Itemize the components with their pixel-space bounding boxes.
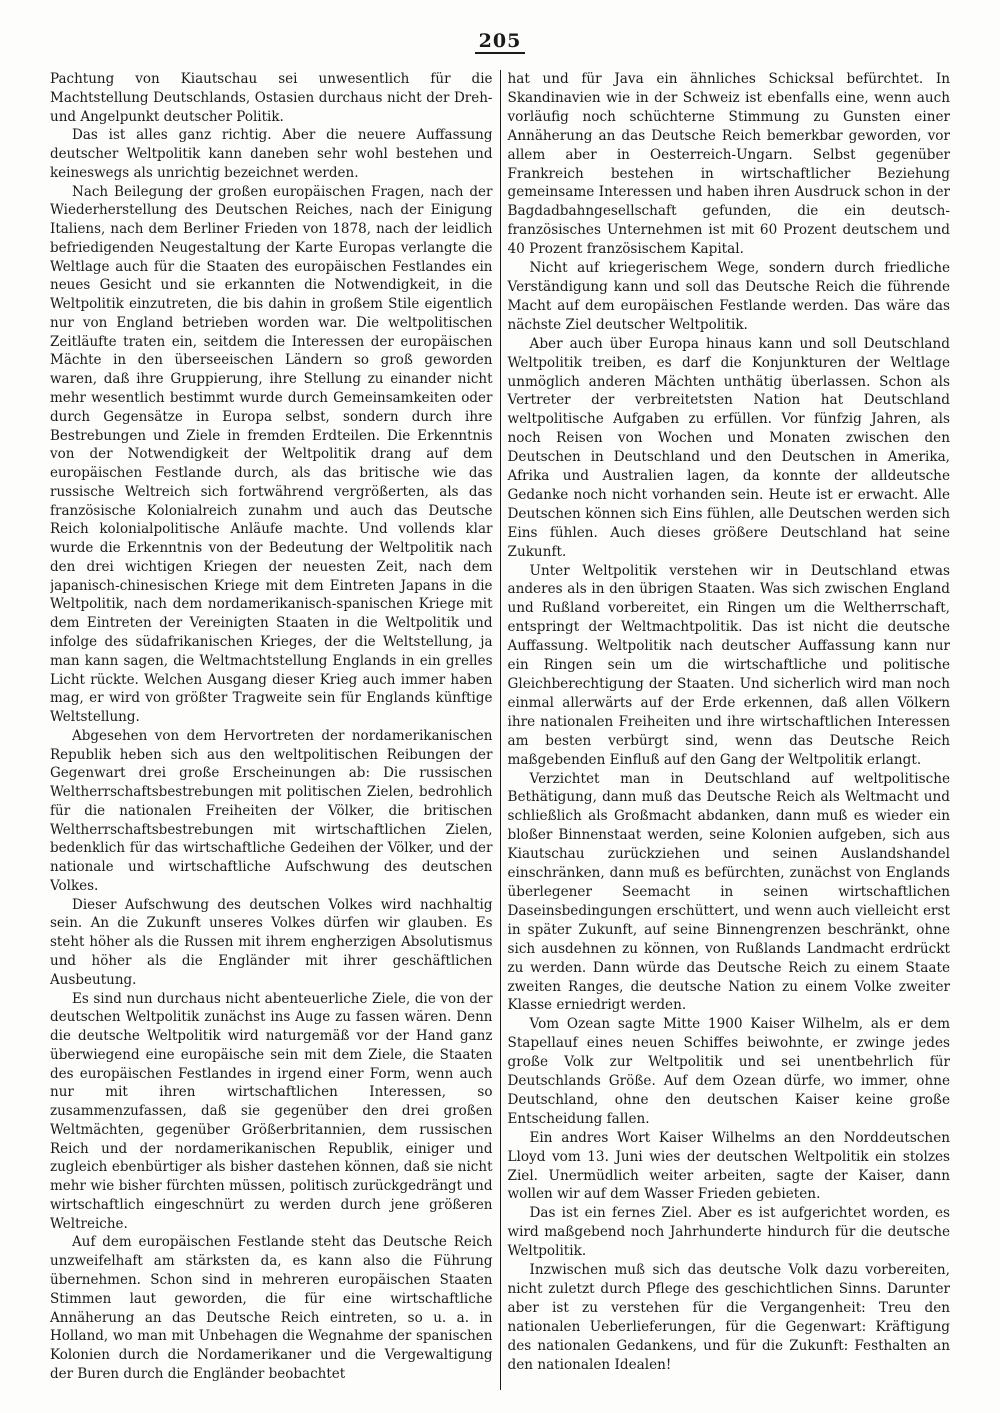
text-columns — [50, 70, 950, 1390]
paragraph: Das ist ein fernes Ziel. Aber es ist aufgerichtet worden, es wird maßgebend noch Jahrhunderte hindurch für die deutsche Weltpolitik. — [507, 1205, 950, 1260]
paragraph: Inzwischen muß sich das deutsche Volk dazu vorbereiten, nicht zuletzt durch Pflege des geschichtlichen Sinns. Darunter aber ist zu verstehen für die Vergangenheit: Treu den nationalen Ueberlieferungen, für die Gegenwart: Kräftigung des nationalen Gedankens, und für die Zukunft: Festhalten an den nationalen Idealen! — [507, 1262, 950, 1373]
paragraph: Aber auch über Europa hinaus kann und soll Deutschland Weltpolitik treiben, es darf die Konjunkturen der Weltlage unmöglich anderen Mächten unthätig überlassen. Schon als Vertreter der verbreitetsten Nation hat Deutschland weltpolitische Aufgaben zu erfüllen. Vor fünfzig Jahren, als noch Reisen von Wochen und Monaten zwischen den Deutschen in Deutschland und den Deutschen in Amerika, Afrika und Australien lagen, da konnte der alldeutsche Gedanke noch nicht vorhanden sein. Heute ist er erwacht. Alle Deutschen können sich Eins fühlen, alle Deutschen werden sich Eins fühlen. Auch dieses größere Deutschland hat seine Zukunft. — [507, 335, 950, 560]
paragraph: Abgesehen von dem Hervortreten der nordamerikanischen Republik heben sich aus den weltpolitischen Reibungen der Gegenwart drei große Erscheinungen ab: Die russischen Weltherrschaftsbestrebungen mit politischen Zielen, bedrohlich für die nationalen Freiheiten der Völker, die britischen Weltherrschaftsbestrebungen mit wirtschaftlichen Zielen, bedenklich für das wirtschaftliche Gedeihen der Völker, und der nationale und wirtschaftliche Aufschwung des deutschen Volkes. — [50, 727, 493, 894]
paragraph: Nach Beilegung der großen europäischen Fragen, nach der Wiederherstellung des Deutschen Reiches, nach der Einigung Italiens, nach dem Berliner Frieden von 1878, nach der leidlich befriedigenden Neugestaltung der Karte Europas verlangte die Weltlage auch für die Staaten des europäischen Festlandes ein neues Gesicht und sie erkannten die Notwendigkeit, in die Weltpolitik einzutreten, die bis dahin in großem Stile eigentlich nur von England betrieben worden war. Die weltpolitischen Zeitläufte traten ein, seitdem die Interessen der europäischen Mächte in den überseeischen Ländern so groß geworden waren, daß ihre Gruppierung, ihre Stellung zu einander nicht mehr wesentlich bestimmt wurde durch Gemeinsamkeiten oder durch Gegensätze in Europa selbst, sondern durch ihre Bestrebungen und Ziele in fremden Erdteilen. Die Erkenntnis von der Notwendigkeit der Weltpolitik drang auf dem europäischen Festlande durch, als das britische wie das russische Weltreich sich fortwährend vergrößerten, als das französische Kolonialreich zunahm und auch das Deutsche Reich kolonialpolitische Anläufe machte. Und vollends klar wurde die Erkenntnis von der Bedeutung der Weltpolitik nach den drei wichtigen Kriegen der neuesten Zeit, nach dem japanisch-chinesischen Kriege mit dem Eintreten Japans in die Weltpolitik, nach dem nordamerikanisch-spanischen Kriege mit dem Eintreten der Vereinigten Staaten in die Weltpolitik und infolge des südafrikanischen Krieges, der die Weltstellung, ja man kann sagen, die Weltmachtstellung Englands in ein grelles Licht rückte. Welchen Ausgang dieser Krieg auch immer haben mag, er wird von größter Tragweite sein für Englands künftige Weltstellung. — [50, 183, 493, 726]
paragraph: Auf dem europäischen Festlande steht das Deutsche Reich unzweifelhaft am stärksten da, es kann also die Führung übernehmen. Schon sind in mehreren europäischen Staaten Stimmen laut geworden, die für eine wirtschaftliche Annäherung an das Deutsche Reich eintreten, so u. a. in Holland, wo man mit Unbehagen die Wegnahme der spanischen Kolonien durch die Nordamerikaner und die Vergewaltigung der Buren durch die Engländer beobachtet — [50, 1234, 493, 1382]
paragraph: Unter Weltpolitik verstehen wir in Deutschland etwas anderes als in den übrigen Staaten. Was sich zwischen England und Rußland vorbereitet, ein Ringen um die Weltherrschaft, entspringt der Weltmachtpolitik. Das ist nicht die deutsche Auffassung. Weltpolitik nach deutscher Auffassung kann nur ein Ringen sein um die wirtschaftliche und politische Gleichberechtigung der Staaten. Und sicherlich wird man noch einmal allerwärts auf der Erde erkennen, daß allen Völkern ihre nationalen Freiheiten und ihre wirtschaftlichen Interessen am besten verbürgt sind, wenn das Deutsche Reich maßgebenden Einfluß auf den Gang der Weltpolitik erlangt. — [507, 562, 950, 768]
paragraph: Vom Ozean sagte Mitte 1900 Kaiser Wilhelm, als er dem Stapellauf eines neuen Schiffes beiwohnte, er zwinge jedes große Volk zur Weltpolitik und sei unentbehrlich für Deutschlands Größe. Auf dem Ozean dürfe, wo immer, ohne Deutschland, ohne den deutschen Kaiser keine große Entscheidung fallen. — [507, 1016, 950, 1127]
page-number-text: 205 — [475, 30, 526, 54]
paragraph: hat und für Java ein ähnliches Schicksal befürchtet. In Skandinavien wie in der Schweiz ist ebenfalls eine, wenn auch vorläufig noch schüchterne Stimmung zu Gunsten einer Annäherung an das Deutsche Reich bemerkbar geworden, vor allem aber in Oesterreich-Ungarn. Selbst gegenüber Frankreich bestehen in wirtschaftlicher Beziehung gemeinsame Interessen und haben ihren Ausdruck schon in der Bagdadbahngesellschaft gefunden, die ein deutsch-französisches Unternehmen ist mit 60 Prozent deutschem und 40 Prozent französischem Kapital. — [507, 71, 950, 258]
paragraph: Das ist alles ganz richtig. Aber die neuere Auffassung deutscher Weltpolitik kann daneben sehr wohl bestehen und keineswegs als unrichtig bezeichnet werden. — [50, 127, 493, 181]
left-column — [50, 70, 500, 1390]
paragraph: Es sind nun durchaus nicht abenteuerliche Ziele, die von der deutschen Weltpolitik zunächst ins Auge zu fassen wären. Denn die deutsche Weltpolitik wird naturgemäß vor der Hand ganz überwiegend eine europäische sein mit dem Ziele, die Staaten des europäischen Festlandes in irgend einer Form, wenn auch nur mit ihren wirtschaftlichen Interessen, so zusammenzufassen, daß sie gegenüber den drei großen Weltmächten, gegenüber Größerbritannien, dem russischen Reich und der nordamerikanischen Republik, einiger und zugleich ebenbürtiger als bisher dastehen können, daß sie nicht mehr wie bisher fürchten müssen, politisch zurückgedrängt und wirtschaftlich eingeschnürt zu werden durch jene größeren Weltreiche. — [50, 990, 493, 1232]
paragraph: Dieser Aufschwung des deutschen Volkes wird nachhaltig sein. An die Zukunft unseres Volkes dürfen wir glauben. Es steht höher als die Russen mit ihrem engherzigen Absolutismus und höher als die Engländer mit ihrer geschäftlichen Ausbeutung. — [50, 896, 493, 988]
paragraph: Nicht auf kriegerischem Wege, sondern durch friedliche Verständigung kann und soll das Deutsche Reich die führende Macht auf dem europäischen Festlande werden. Das wäre das nächste Ziel deutscher Weltpolitik. — [507, 260, 950, 333]
page-number — [0, 30, 1000, 52]
right-column — [501, 70, 951, 1390]
paragraph: Pachtung von Kiautschau sei unwesentlich für die Machtstellung Deutschlands, Ostasien durchaus nicht der Dreh- und Angelpunkt deutscher Politik. — [50, 71, 493, 125]
paragraph: Ein andres Wort Kaiser Wilhelms an den Norddeutschen Lloyd vom 13. Juni wies der deutschen Weltpolitik ein stolzes Ziel. Unermüdlich weiter arbeiten, sagte der Kaiser, dann wollen wir auf dem Wasser Frieden gebieten. — [507, 1129, 950, 1203]
paragraph: Verzichtet man in Deutschland auf weltpolitische Bethätigung, dann muß das Deutsche Reich als Weltmacht und schließlich als Großmacht abdanken, dann muß es wieder ein bloßer Binnenstaat werden, seine Kolonien aufgeben, sich aus Kiautschau zurückziehen und seinen Auslandshandel einschränken, dann muß es befürchten, zunächst von Englands überlegener Seemacht in seinen wirtschaftlichen Daseinsbedingungen erschüttert, und wenn auch vielleicht erst in später Zukunft, auf seine Binnengrenzen beschränkt, ohne sich ausdehnen zu können, von Rußlands Landmacht erdrückt zu werden. Dann würde das Deutsche Reich zu einem Staate zweiten Ranges, die deutsche Nation zu einem Volke zweiter Klasse erniedrigt werden. — [507, 770, 950, 1014]
